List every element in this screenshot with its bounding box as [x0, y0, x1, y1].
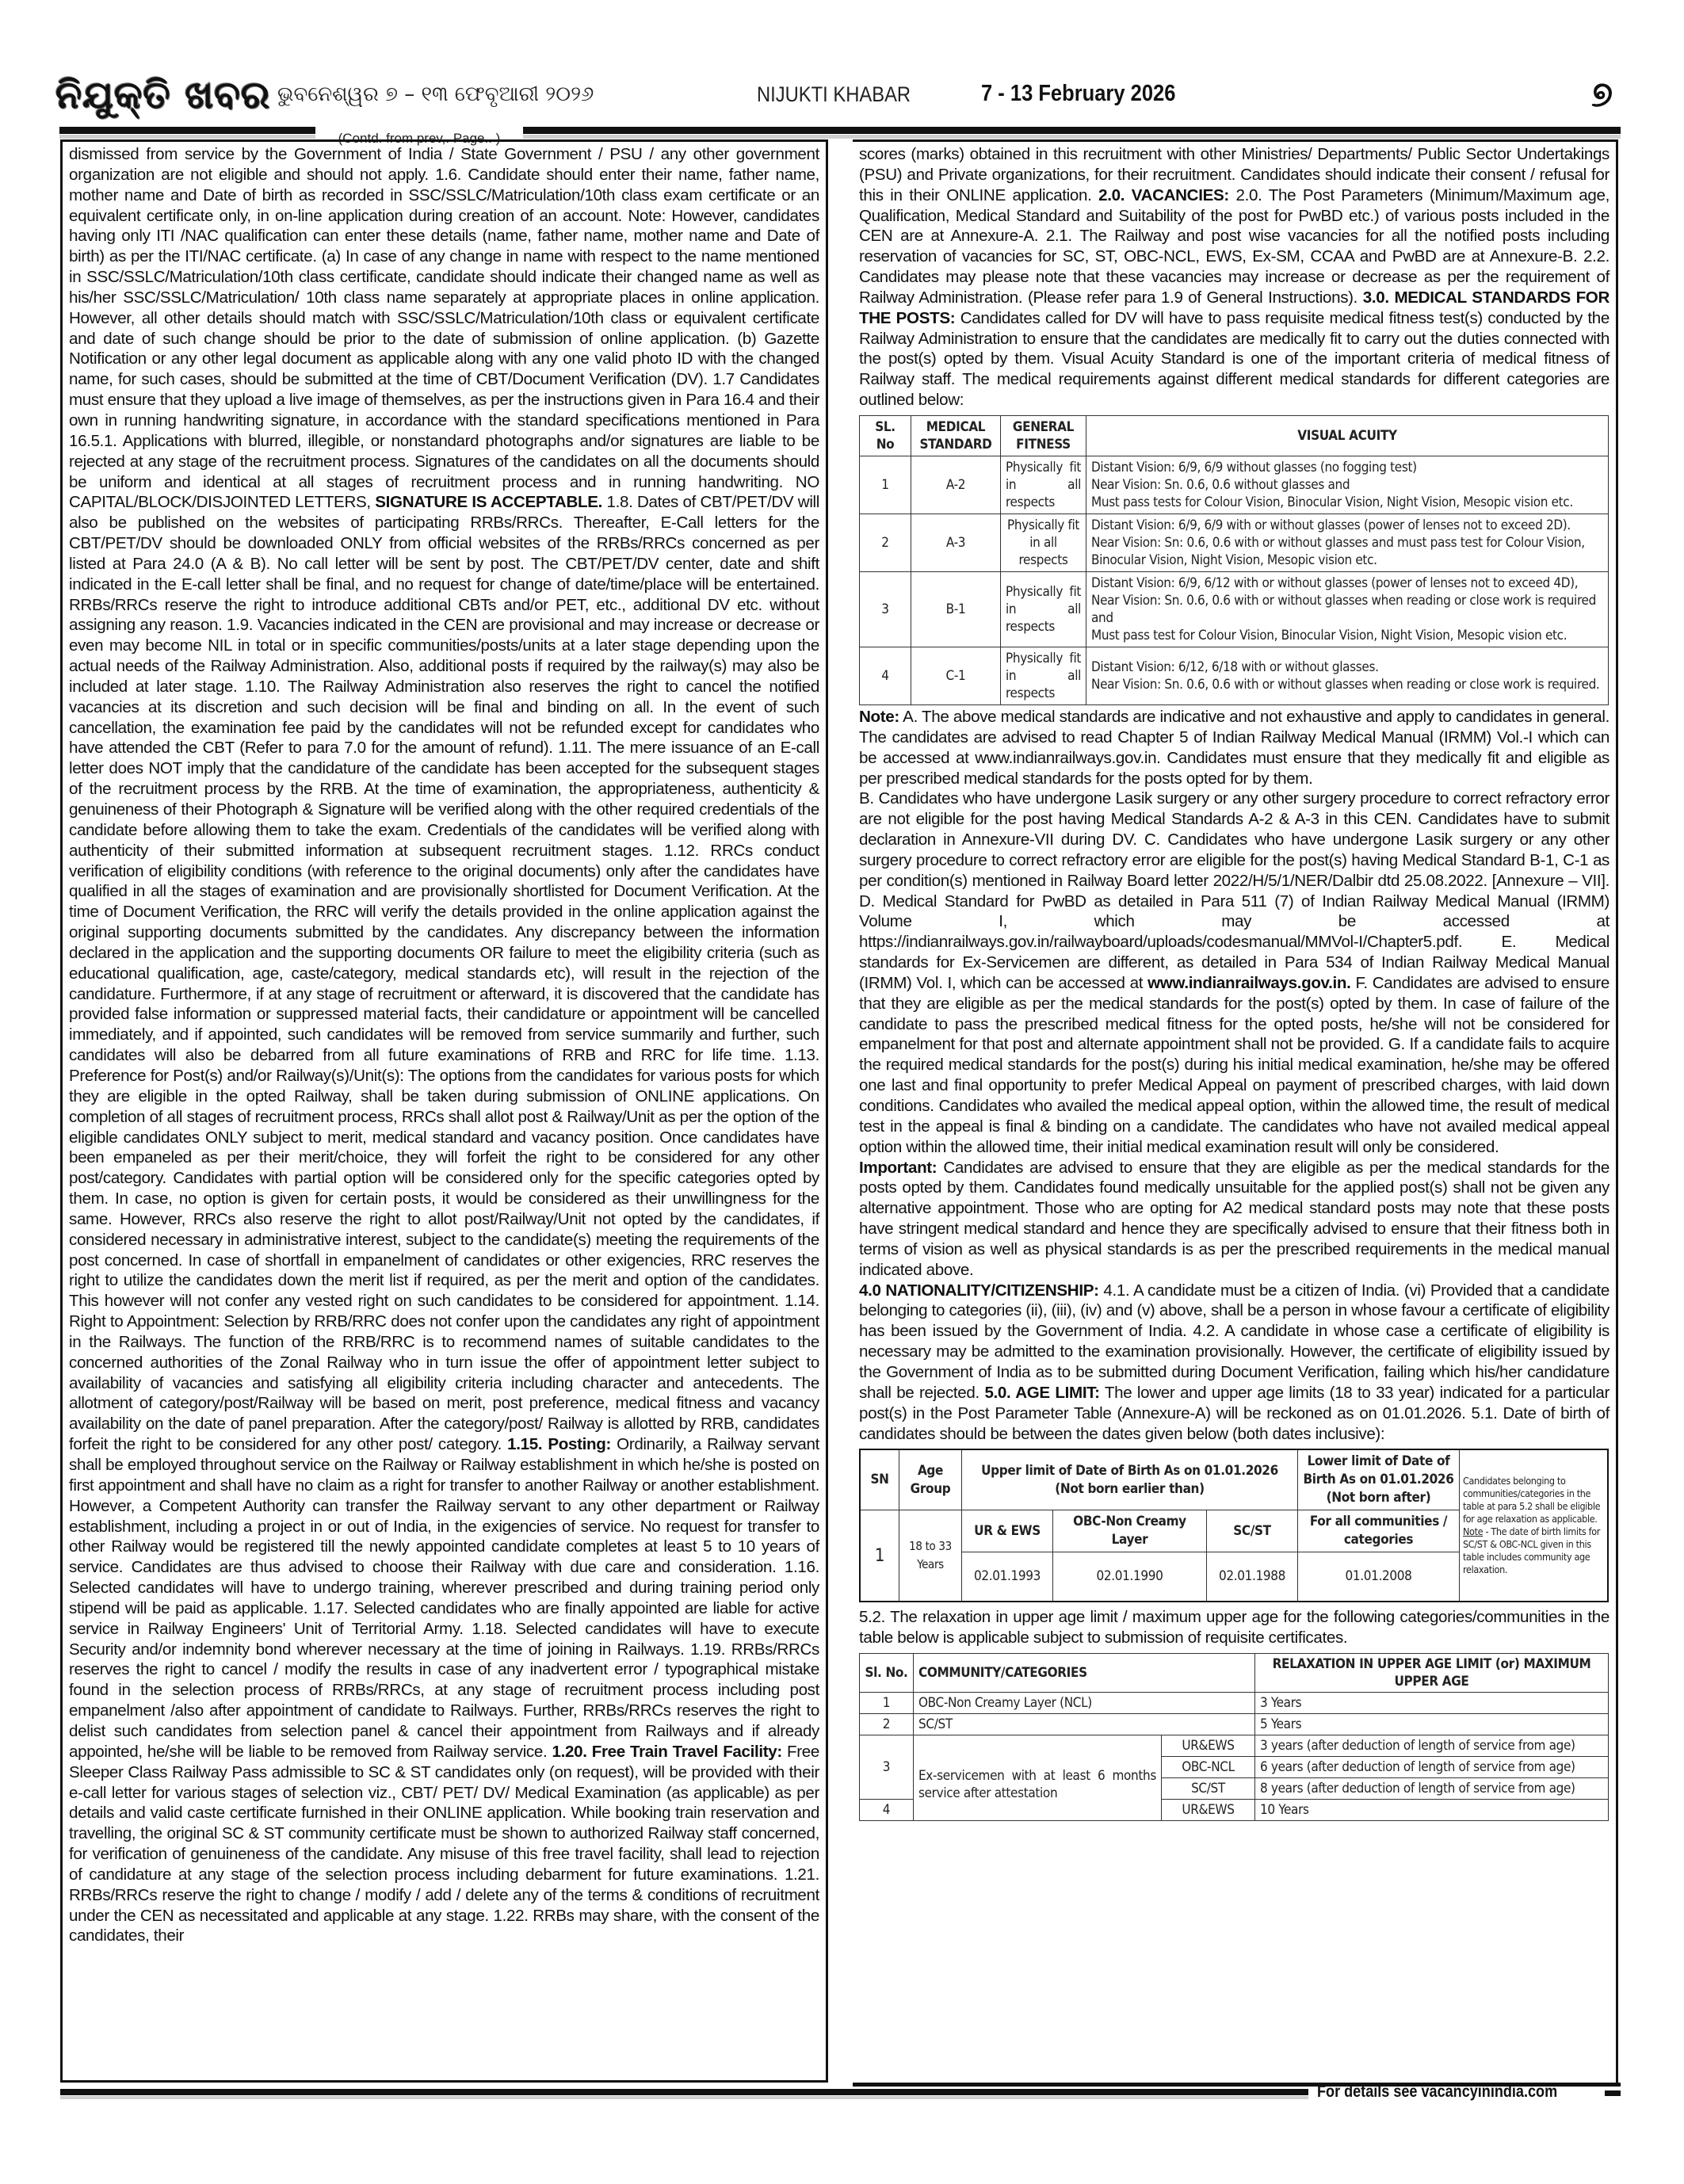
col-header-lower-limit: Lower limit of Date of Birth As on 01.01.2026 (Not born after) [1298, 1449, 1460, 1510]
col-header-fitness: GENERAL FITNESS [1001, 415, 1086, 456]
cell-sn: 1 [860, 1510, 899, 1602]
paragraph-1-15-to-1-19: Ordinarily, a Railway servant shall be employed throughout service on the Railway or Railway establishment in which he/she is posted on first appointment and shall have no claim as a right for transfer to another Railway or another establishment. However, a Competent Authority can transfer the Railway servant to any other department or Railway establishment, including a project in or out of India, in the exigencies of service. No request for transfer to other Railway would be registered till the newly appointed candidate completes at least 5 to 10 years of service. Candidates are thus advised to choose their Railway with due care and consideration. 1.16. Selected candidates will have to undergo training, wherever prescribed and during training period only stipend will be paid as applicable. 1.17. Selected candidates who are finally appointed are liable for active service in Railway Engineers' Unit of Territorial Army. 1.18. Selected candidates will have to execute Security and/or indemnity bond wherever necessary at the time of joining in Railways. 1.19. RRBs/RRCs reserves the right to cancel / modify the results in case of any inadvertent error / typographical mistake found in the selection process of RRBs/RRCs, at any stage of recruitment process including post empanelment /also after appointment of candidate to Railways. Further, RRBs/RRCs reserves the right to delist such candidates from selection panel & cancel their appointment from Railways and if already appointed, he/she will be liable to be removed from Railway service. [69, 1435, 819, 1761]
note-f-g: F. Candidates are advised to ensure that they are eligible as per the medical standards for the post(s) opted by them. In case of failure of the candidate to pass the prescribed medical fitness for the opted posts, he/she will not be considered for empanelment for that post and alternate appointment shall not be provided. G. If a candidate fails to acquire the required medical standards for the post(s) during his initial medical examination, he/she may be offered one last and final opportunity to prefer Medical Appeal on payment of prescribed charges, with laid down conditions. Candidates who availed the medical appeal option, within the allowed time, the result of medical test in the appeal is final & binding on a candidate. The candidates who have not availed medical appeal option within the allowed time, their initial medical examination result will only be considered. [859, 973, 1610, 1156]
acuity-line: Near Vision: Sn. 0.6, 0.6 without glasses and [1091, 476, 1350, 493]
cell-visual-acuity [1086, 456, 1609, 514]
col-header-visual-acuity: VISUAL ACUITY [1086, 415, 1609, 456]
cell-visual-acuity [1086, 571, 1609, 647]
medical-standards-table [859, 415, 1609, 705]
subheader-sc-st: SC/ST [1206, 1510, 1297, 1552]
age-note-text-2: - The date of birth limits for SC/ST & OBC-NCL given in this table includes community age relaxation. [1463, 1525, 1601, 1576]
cell-fitness: Physically fit in all respects [1001, 514, 1086, 571]
cell-ur-ews-date: 02.01.1993 [962, 1552, 1053, 1602]
age-note-text: Candidates belonging to communities/categories in the table at para 5.2 shall be eligible for age relaxation as applicable. [1463, 1475, 1601, 1525]
article-text [69, 144, 819, 1946]
posting-heading: 1.15. Posting: [507, 1435, 611, 1454]
page-number: ୭ [1591, 74, 1613, 115]
newspaper-logo: ନିଯୁକ୍ତି ଖବର [55, 73, 271, 117]
cell-scst-date: 02.01.1988 [1206, 1552, 1297, 1602]
col-header-upper-limit: Upper limit of Date of Birth As on 01.01.2026 (Not born earlier than) [962, 1449, 1298, 1510]
left-column [60, 139, 828, 2083]
relaxation-intro: 5.2. The relaxation in upper age limit / maximum upper age for the following categories/communities in the table below is applicable subject to submission of requisite certificates. [859, 1607, 1610, 1647]
cell-relaxation: 8 years (after deduction of length of service from age) [1255, 1777, 1609, 1799]
col-header-standard: MEDICAL STANDARD [911, 415, 1001, 456]
acuity-line: Distant Vision: 6/9, 6/9 with or without glasses (power of lenses not to exceed 2D). [1091, 517, 1571, 533]
note-a: A. The above medical standards are indicative and not exhaustive and apply to candidates in general. The candidates are advised to read Chapter 5 of Indian Railway Medical Manual (IRMM) Vol.-I which can be accessed at www.indianrailways.gov.in. Candidates must ensure that they medically fit and eligible as per prescribed medical standards for the posts opted for by them. [859, 707, 1610, 788]
acuity-line: Must pass tests for Colour Vision, Binocular Vision, Night Vision, Mesopic vision etc. [1091, 494, 1573, 510]
subheader-all-communities: For all communities / categories [1298, 1510, 1460, 1552]
subheader-ur-ews: UR & EWS [962, 1510, 1053, 1552]
age-limit-text: The lower and upper age limits (18 to 33 year) indicated for a particular post(s) in the Post Parameter Table (Annexure-A) will be reckoned as on 01.01.2026. 5.1. Date of birth of candidates should be between the dates given below (both dates inclusive): [859, 1383, 1610, 1443]
continued-label: (Contd. from prev,. Page.. ) [315, 125, 523, 149]
cell-subcategory: UR&EWS [1162, 1735, 1255, 1756]
acuity-line: Distant Vision: 6/9, 6/12 with or without glasses (power of lenses not to exceed 4D), [1091, 575, 1579, 591]
issue-date: 7 - 13 February 2026 [981, 81, 1176, 106]
table-row [860, 456, 1609, 514]
cell-fitness: Physically fit in all respects [1001, 456, 1086, 514]
acuity-line: Distant Vision: 6/12, 6/18 with or without glasses. [1091, 659, 1379, 675]
cell-obc-date: 02.01.1990 [1053, 1552, 1207, 1602]
table-row [860, 1713, 1609, 1735]
intro-text: scores (marks) obtained in this recruitment with other Ministries/ Departments/ Public Sector Undertakings (PSU) and Private organizations, for their recruitment. Candidates should indicate their consent / refusal for this in their ONLINE application. [859, 145, 1610, 204]
cell-standard: A-3 [911, 514, 1001, 571]
cell-relaxation: 10 Years [1255, 1799, 1609, 1820]
header-rule-grey [59, 135, 1621, 139]
paragraph-1-6-to-1-7: dismissed from service by the Government of India / State Government / PSU / any other government organization are not eligible and should not apply. 1.6. Candidate should enter their name, father name, mother name and Date of birth as recorded in SSC/SSLC/Matriculation/10th class exam certificate or an equivalent certificate only, in on-line application during creation of an account. Note: However, candidates having only ITI /NAC qualification can enter these details (name, father name, mother name and Date of birth) as per the ITI/NAC certificate. (a) In case of any change in name with respect to the name mentioned in SSC/SSLC/Matriculation/10th class certificate, candidate should indicate their changed name as well as his/her SSC/SSLC/Matriculation/ 10th class name separately at appropriate places in online application. However, all other details should match with SSC/SSLC/Matriculation/10th class or equivalent certificate and date of such change should be prior to the date of submission of online application. (b) Gazette Notification or any other legal document as applicable along with any one valid photo ID with the changed name, for such cases, should be submitted at the time of CBT/Document Verification (DV). 1.7 Candidates must ensure that they upload a live image of themselves, as per the instructions given in Para 16.4 and their own in running handwriting signature, in accordance with the standard specifications mentioned in Para 16.5.1. Applications with blurred, illegible, or nonstandard photographs and/or signatures are liable to be rejected at any stage of the recruitment process. Signatures of the candidates on all the documents should be uniform and identical at all stages of recruitment process and in running handwriting. NO CAPITAL/BLOCK/DISJOINTED LETTERS, [69, 145, 819, 512]
table-row [860, 647, 1609, 704]
col-header-sn: SN [860, 1449, 899, 1510]
cell-relaxation: 3 years (after deduction of length of service from age) [1255, 1735, 1609, 1756]
paper-name: NIJUKTI KHABAR [757, 82, 911, 106]
cell-fitness: Physically fit in all respects [1001, 647, 1086, 704]
cell-community: OBC-Non Creamy Layer (NCL) [914, 1692, 1255, 1713]
medical-notes [859, 707, 1610, 1444]
col-header-sl: SL. No [860, 415, 911, 456]
acuity-line: Near Vision: Sn: 0.6, 0.6 with or without glasses and must pass test for Colour Vision, Binocular Vision, Night Vision, Mesopic vision etc. [1091, 534, 1585, 568]
cell-relaxation: 5 Years [1255, 1713, 1609, 1735]
paragraph-1-8-to-1-14: 1.8. Dates of CBT/PET/DV will also be published on the websites of participating RRBs/RRCs. Thereafter, E-Call letters for the CBT/PET/DV should be downloaded ONLY from official websites of the RRBs/RRCs concerned as per listed at Para 24.0 (A & B). No call letter will be sent by post. The CBT/PET/DV center, date and shift indicated in the E-call letter shall be final, and no request for change of date/time/place will be entertained. RRBs/RRCs reserve the right to introduce additional CBTs and/or PET, etc., additional DV etc. without assigning any reason. 1.9. Vacancies indicated in the CEN are provisional and may increase or decrease or even may become NIL in total or in specific communities/posts/units at a later stage depending upon the actual needs of the Railway Administration. Also, additional posts if required by the railway(s) may also be included at later stage. 1.10. The Railway Administration also reserves the right to cancel the notified vacancies at its discretion and such decision will be final and binding on all. In the event of such cancellation, the examination fee paid by the candidates will not be refunded except for candidates who have attended the CBT (Refer to para 7.0 for the amount of refund). 1.11. The mere issuance of an E-call letter does NOT imply that the candidature of the candidate has been accepted for the subsequent stages of the recruitment process by the RRB. At the time of examination, the appropriateness, authenticity & genuineness of their Photograph & Signature will be verified along with the other required credentials of the candidate before allowing them to take the exam. Credentials of the candidates will be verified along with authenticity of their submitted information at subsequent recruitment stages. 1.12. RRCs conduct verification of eligibility conditions (with reference to the original documents) only after the candidates have qualified in all the stages of examination and are provisionally shortlisted for Document Verification. At the time of Document Verification, the RRC will verify the details provided in the online application against the original supporting documents submitted by the candidates. Any discrepancy between the information declared in the application and the supporting documents OR failure to meet the eligibility criteria (such as educational qualification, age, caste/category, medical standards etc), will result in the rejection of the candidature. Furthermore, if at any stage of recruitment or afterward, it is discovered that the candidate has provided false information or suppressed material facts, their candidature or appointment will be cancelled immediately, and if appointed, such candidates will be removed from service summarily and further, such candidates will also be debarred from all future examinations of RRB and RRC for life time. 1.13. Preference for Post(s) and/or Railway(s)/Unit(s): The options from the candidates for various posts for which they are eligible in the opted Railway, shall be taken during submission of ONLINE applications. On completion of all stages of recruitment process, RRCs shall allot post & Railway/Unit as per the option of the eligible candidates ONLY subject to merit, medical standard and vacancy position. Once candidates have been empaneled as per their merit/choice, they will forfeit the right to be considered for any other post/category. Candidates with partial option will be considered only for the specific categories opted by them. In case, no option is given for certain posts, it would be considered as their unwillingness for the same. However, RRCs also reserve the right to allot post/Railway/Unit not opted by the candidates, if considered necessary in administrative interest, subject to the candidate(s) meeting the requirements of the post concerned. In case of shortfall in empanelment of candidates or other exigencies, RRC reserves the right to utilize the candidates down the merit list if required, as per the merit and option of the candidates. This however will not confer any vested right on such candidates to be considered for appointment. 1.14. Right to Appointment: Selection by RRB/RRC does not confer upon the candidates any right of appointment in the Railways. The function of the RRB/RRC is to recommend names of suitable candidates to the concerned authorities of the Zonal Railway who in turn issue the offer of appointment letter subject to availability of vacancies and satisfying all eligibility criteria including character and antecedents. The allotment of category/post/Railway will be based on merit, post preference, medical fitness and vacancy availability on the date of panel preparation. After the category/post/ Railway is allotted by RRB, candidates forfeit the right to be considered for any other post/ category. [69, 493, 820, 1454]
table-row [860, 1692, 1609, 1713]
odia-dateline: ଭୁବନେଶ୍ୱର ୭ – ୧୩ ଫେବୃଆରୀ ୨୦୨୬ [277, 82, 594, 106]
masthead [55, 73, 1621, 120]
note-b-to-e: B. Candidates who have undergone Lasik surgery or any other surgery procedure to correct refractory error are not eligible for the post having Medical Standards A-2 & A-3 in this CEN. Candidates have to submit declaration in Annexure-VII during DV. C. Candidates who have undergone Lasik surgery or any other surgery procedure to correct refractory error are eligible for the post(s) having Medical Standard B-1, C-1 as per condition(s) mentioned in Railway Board letter 2022/H/5/1/NER/Dalbir dtd 25.08.2022. [Annexure – VII]. D. Medical Standard for PwBD as detailed in Para 511 (7) of Indian Railway Medical Manual (IRMM) Volume I, which may be accessed at https://indianrailways.gov.in/railwayboard/uploads/codesmanual/MMVol-I/Chapter5.pdf. E. Medical standards for Ex-Servicemen are different, as detailed in Para 534 of Indian Railway Medical Manual (IRMM) Vol. I, which can be accessed at [859, 789, 1610, 992]
cell-fitness: Physically fit in all respects [1001, 571, 1086, 647]
cell-sl: 2 [860, 514, 911, 571]
acuity-line: Must pass test for Colour Vision, Binocular Vision, Night Vision, Mesopic vision etc. [1091, 627, 1568, 643]
acuity-line: Near Vision: Sn. 0.6, 0.6 with or without glasses when reading or close work is required and [1091, 592, 1596, 626]
cell-sl: 4 [860, 1799, 914, 1820]
signature-heading: SIGNATURE IS ACCEPTABLE. [375, 493, 602, 512]
cell-standard: B-1 [911, 571, 1001, 647]
table-row [860, 1735, 1609, 1756]
vacancies-text [859, 144, 1610, 410]
age-note-cell [1460, 1449, 1609, 1602]
cell-relaxation: 3 Years [1255, 1692, 1609, 1713]
col-header-relaxation: RELAXATION IN UPPER AGE LIMIT (or) MAXIMUM UPPER AGE [1255, 1653, 1609, 1692]
cell-visual-acuity [1086, 514, 1609, 571]
header-rule [59, 127, 1621, 134]
cell-relaxation: 6 years (after deduction of length of service from age) [1255, 1756, 1609, 1777]
paragraph-1-20-to-1-22: Free Sleeper Class Railway Pass admissible to SC & ST candidates only (on request), will be provided with their e-call letter for various stages of selection viz., CBT/ PET/ DV/ Medical Examination (as applicable) as per details and valid caste certificate furnished in their ONLINE application. While booking train reservation and travelling, the original SC & ST community certificate must be shown to authorized Railway staff concerned, for verification of genuineness of the candidate. Any misuse of this free travel facility, shall lead to rejection of candidature at any stage of the selection process including debarment for future examinations. 1.21. RRBs/RRCs reserve the right to change / modify / add / delete any of the terms & conditions of recruitment under the CEN as necessitated and applicable at any stage. 1.22. RRBs may share, with the consent of the candidates, their [69, 1742, 819, 1945]
table-row [860, 571, 1609, 647]
cell-sl: 3 [860, 1735, 914, 1799]
nationality-heading: 4.0 NATIONALITY/CITIZENSHIP: [859, 1281, 1099, 1300]
cell-community: Ex-servicemen with at least 6 months service after attestation [914, 1735, 1162, 1820]
free-travel-heading: 1.20. Free Train Travel Facility: [552, 1742, 782, 1761]
footer-rule-grey [60, 2096, 1308, 2099]
note-label: Note: [859, 707, 899, 726]
acuity-line: Near Vision: Sn. 0.6, 0.6 with or without glasses when reading or close work is required. [1091, 676, 1600, 693]
cell-sl: 1 [860, 456, 911, 514]
subheader-obc-ncl: OBC-Non Creamy Layer [1053, 1510, 1207, 1552]
indianrailways-link[interactable]: www.indianrailways.gov.in. [1147, 973, 1351, 992]
cell-age-group: 18 to 33 Years [899, 1510, 962, 1602]
cell-all-date: 01.01.2008 [1298, 1552, 1460, 1602]
cell-sl: 1 [860, 1692, 914, 1713]
vacancies-heading: 2.0. VACANCIES: [1098, 185, 1229, 204]
col-header-community: COMMUNITY/CATEGORIES [914, 1653, 1255, 1692]
nationality-text: 4.1. A candidate must be a citizen of India. (vi) Provided that a candidate belonging to categories (ii), (iii), (iv) and (v) above, shall be a person in whose favour a certificate of eligibility has been issued by the Government of India. 4.2. A candidate in whose case a certificate of eligibility is necessary may be admitted to the examination provisionally. However, the certificate of eligibility issued by the Government of India as to be submitted during Document Verification, failing which his/her candidature shall be rejected. [859, 1281, 1610, 1402]
age-note-label: Note [1463, 1525, 1484, 1538]
cell-subcategory: SC/ST [1162, 1777, 1255, 1799]
medical-standards-heading: 3.0. MEDICAL STANDARDS FOR THE POSTS: [859, 288, 1610, 327]
footer-website-link[interactable]: For details see vacancyinindia.com [1317, 2083, 1558, 2101]
age-relaxation-table [859, 1653, 1609, 1821]
cell-standard: C-1 [911, 647, 1001, 704]
cell-subcategory: UR&EWS [1162, 1799, 1255, 1820]
age-limit-table [859, 1449, 1609, 1602]
cell-standard: A-2 [911, 456, 1001, 514]
footer-rule-tail [1605, 2090, 1621, 2096]
important-label: Important: [859, 1158, 937, 1177]
cell-subcategory: OBC-NCL [1162, 1756, 1255, 1777]
table-row [860, 514, 1609, 571]
cell-community: SC/ST [914, 1713, 1255, 1735]
cell-visual-acuity [1086, 647, 1609, 704]
vacancies-body: 2.0. The Post Parameters (Minimum/Maximum age, Qualification, Medical Standard and Suitability of the post for PwBD etc.) of various posts included in the CEN are at Annexure-A. 2.1. The Railway and post wise vacancies for all the notified posts including reservation of vacancies for SC, ST, OBC-NCL, EWS, Ex-SM, CCAA and PwBD are at Annexure-B. 2.2. Candidates may please note that these vacancies may increase or decrease as per the requirement of Railway Administration. (Please refer para 1.9 of General Instructions). [859, 185, 1610, 307]
col-header-sl: Sl. No. [860, 1653, 914, 1692]
cell-sl: 2 [860, 1713, 914, 1735]
acuity-line: Distant Vision: 6/9, 6/9 without glasses (no fogging test) [1091, 459, 1417, 475]
col-header-age-group: Age Group [899, 1449, 962, 1510]
cell-sl: 4 [860, 647, 911, 704]
footer-rule [60, 2089, 1308, 2095]
important-text: Candidates are advised to ensure that they are eligible as per the medical standards for the posts opted by them. Candidates found medically unsuitable for the applied post(s) shall not be given any alternative appointment. Those who are opting for A2 medical standard posts may note that these posts have stringent medical standard and hence they are specifically advised to ensure that their fitness both in terms of vision as well as physical standards is as per the prescribed requirements in the medical manual indicated above. [859, 1158, 1610, 1279]
age-limit-heading: 5.0. AGE LIMIT: [984, 1383, 1100, 1402]
right-column [853, 139, 1618, 2083]
medical-standards-body: Candidates called for DV will have to pass requisite medical fitness test(s) conducted by the Railway Administration to ensure that the candidates are medically fit to carry out the duties connected with the post(s) opted by them. Visual Acuity Standard is one of the important criteria of medical fitness of Railway staff. The medical requirements against different medical standards for different categories are outlined below: [859, 308, 1610, 410]
cell-sl: 3 [860, 571, 911, 647]
